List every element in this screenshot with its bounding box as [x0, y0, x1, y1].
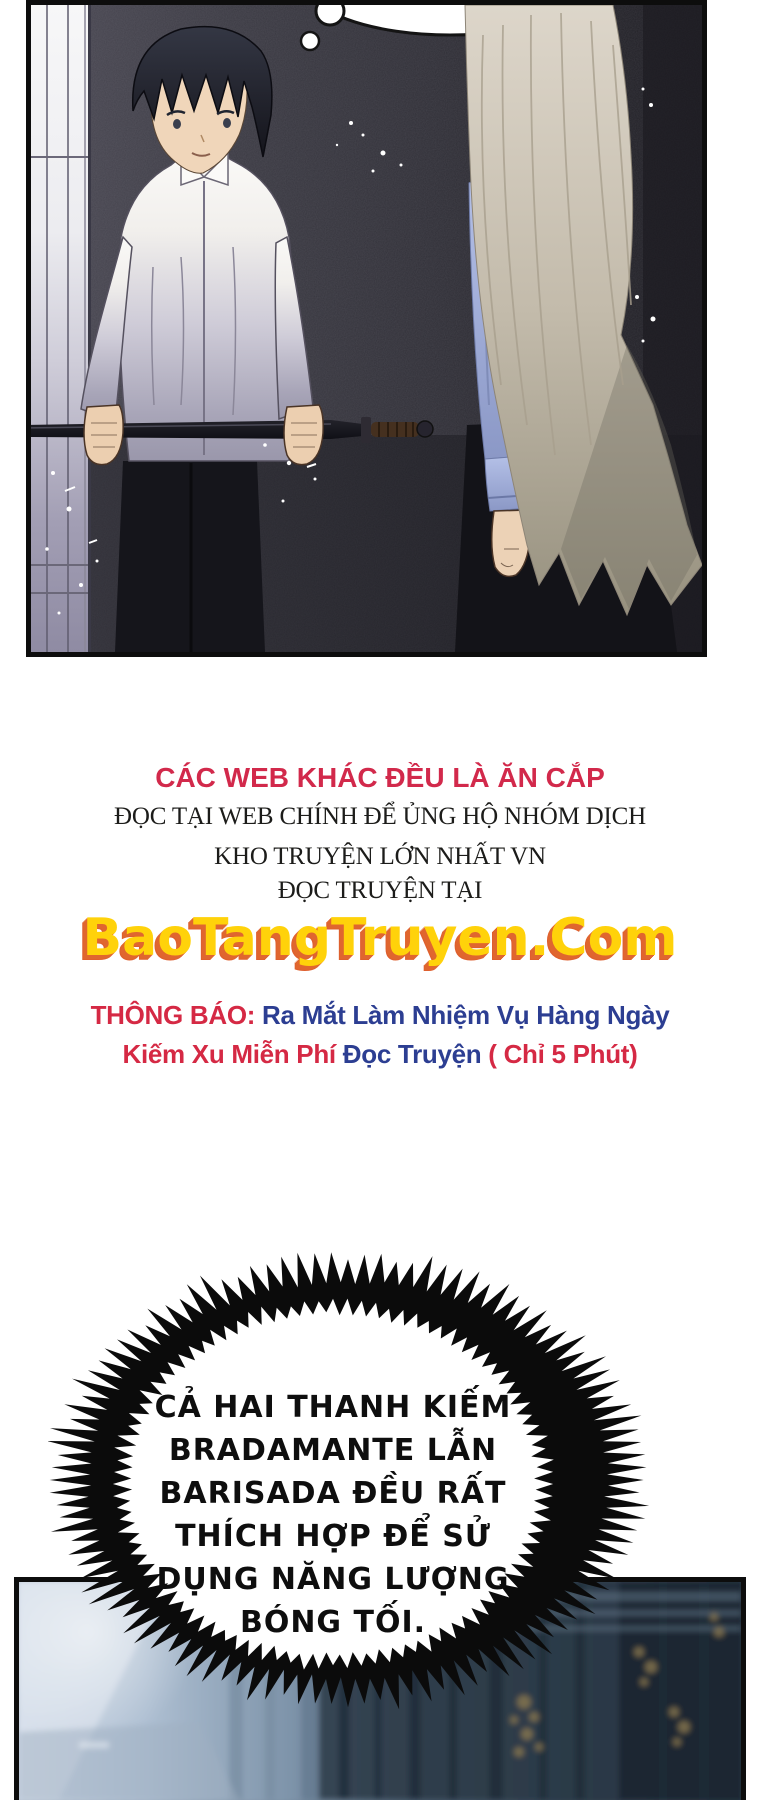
- notice-line2-red-2: ( Chỉ 5 Phút): [488, 1039, 638, 1069]
- comic-panel-top: [26, 0, 707, 657]
- notice-line-1: [0, 996, 760, 1035]
- bubble-line: BRADAMANTE LẪN: [168, 1433, 498, 1468]
- promo-heading: CÁC WEB KHÁC ĐỀU LÀ ĂN CẮP: [155, 762, 605, 793]
- burst-bubble-text: [103, 1386, 563, 1644]
- bubble-line: THÍCH HỢP ĐỂ SỬ: [175, 1519, 491, 1554]
- notice-line2-red-1: Kiếm Xu Miễn Phí: [122, 1039, 343, 1069]
- promo-line-3: ĐỌC TRUYỆN TẠI: [277, 877, 483, 904]
- window-strip: [31, 5, 91, 652]
- site-logo-text: BaoTangTruyen.Com: [82, 908, 678, 968]
- bubble-line: BÓNG TỐI.: [239, 1605, 427, 1640]
- notice-block: [0, 996, 760, 1074]
- notice-line2-blue: Đọc Truyện: [342, 1039, 489, 1069]
- notice-line-2: [0, 1035, 760, 1074]
- comic-panel-top-art: [31, 5, 702, 652]
- promo-line-1: ĐỌC TẠI WEB CHÍNH ĐỂ ỦNG HỘ NHÓM DỊCH: [114, 803, 646, 830]
- bubble-line: DỤNG NĂNG LƯỢNG: [156, 1562, 510, 1597]
- bubble-line: CẢ HAI THANH KIẾM: [154, 1390, 512, 1425]
- promo-line-2: KHO TRUYỆN LỚN NHẤT VN: [214, 843, 546, 870]
- notice-announcement: Ra Mắt Làm Nhiệm Vụ Hàng Ngày: [262, 1000, 670, 1030]
- notice-label: THÔNG BÁO:: [90, 1000, 263, 1030]
- bubble-line: BARISADA ĐỀU RẤT: [159, 1476, 507, 1511]
